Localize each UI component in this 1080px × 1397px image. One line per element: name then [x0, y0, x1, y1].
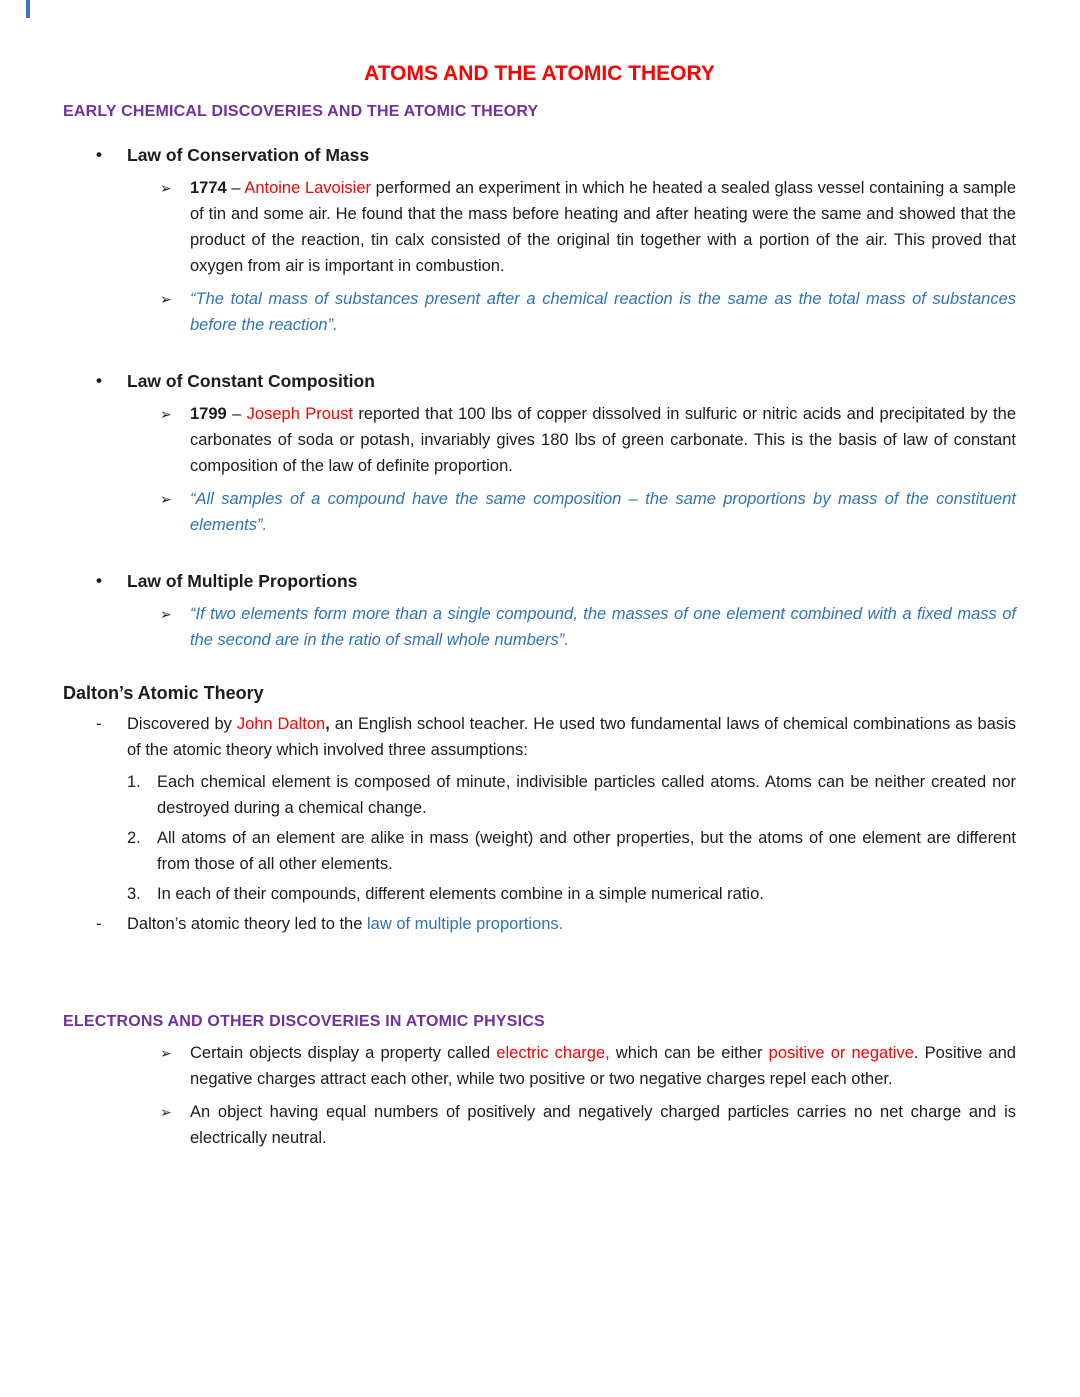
dalton-intro-row: [96, 711, 1016, 763]
list-number: 3.: [127, 885, 141, 903]
fact-text: performed an experiment in which he heated a sealed glass vessel containing a sample of tin and some air. He found that the mass before heating and after heating were the same and showed that the product of the reaction, tin calx consisted of the original tin together with a portion of the air. This proved that oxygen from air is important in combustion.: [190, 179, 1017, 275]
electrons-point-row: [160, 1099, 1016, 1151]
law-conservation-fact-row: [160, 175, 1016, 279]
law-constant-quote: “All samples of a compound have the same composition – the same proportions by mass of the constituent elements”.: [190, 490, 1016, 534]
law-conservation-fact-paragraph: [190, 175, 1016, 279]
section-heading-electrons: ELECTRONS AND OTHER DISCOVERIES IN ATOMIC PHYSICS: [63, 1013, 545, 1030]
intro-post: an English school teacher. He used two fundamental laws of chemical combinations as basis of the atomic theory which involved three assumptions:: [127, 715, 1016, 759]
law-constant-label-row: [96, 368, 1016, 394]
electrons-section: [63, 1013, 1016, 1151]
fact-text: reported that 100 lbs of copper dissolved in sulfuric or nitric acids and precipitated by the carbonates of soda or potash, invariably gives 180 lbs of green carbonate. This is the basis of law of constant composition of the law of definite proportion.: [190, 405, 1016, 475]
dash-bullet-icon: -: [96, 715, 102, 733]
law-multiple-proportions-block: [63, 568, 1016, 653]
law-constant-fact-paragraph: [190, 401, 1016, 479]
law-constant-quote-row: [160, 486, 1016, 538]
bullet-icon: •: [96, 371, 102, 390]
scientist-name: Antoine Lavoisier: [244, 179, 371, 197]
law-conservation-quote: “The total mass of substances present after a chemical reaction is the same as the total mass of substances before the reaction”.: [190, 290, 1016, 334]
arrow-bullet-icon: ➢: [160, 180, 172, 196]
list-number: 1.: [127, 773, 141, 791]
electric-charge-term: electric charge,: [496, 1044, 610, 1062]
bullet-icon: •: [96, 145, 102, 164]
arrow-bullet-icon: ➢: [160, 606, 172, 622]
arrow-bullet-icon: ➢: [160, 291, 172, 307]
document-title: ATOMS AND THE ATOMIC THEORY: [364, 62, 715, 85]
fact-dash: –: [226, 179, 245, 197]
law-constant-label: Law of Constant Composition: [127, 371, 375, 391]
section-heading-early-discoveries: EARLY CHEMICAL DISCOVERIES AND THE ATOMIC THEORY: [63, 103, 539, 120]
scientist-name: Joseph Proust: [246, 405, 353, 423]
dalton-assumption-row: [127, 881, 1016, 907]
dalton-conclusion-paragraph: [127, 911, 1016, 937]
fact-year: 1799: [190, 405, 227, 423]
dalton-assumption-row: [127, 825, 1016, 877]
arrow-bullet-icon: ➢: [160, 1104, 172, 1120]
dalton-assumption-row: [127, 769, 1016, 821]
electrons-point-1: [190, 1040, 1016, 1092]
fact-dash: –: [226, 405, 247, 423]
dalton-assumption-3: In each of their compounds, different elements combine in a simple numerical ratio.: [157, 885, 764, 903]
point-post: . Positive and negative charges attract each other, while two positive or two negative charges repel each other.: [190, 1044, 1016, 1088]
law-conservation-of-mass-block: [63, 142, 1016, 338]
law-conservation-label: Law of Conservation of Mass: [127, 145, 370, 165]
law-constant-fact-row: [160, 401, 1016, 479]
law-multiple-quote: “If two elements form more than a single compound, the masses of one element combined with a fixed mass of the second are in the ratio of small whole numbers”.: [190, 605, 1016, 649]
law-conservation-label-row: [96, 142, 1016, 168]
law-conservation-quote-row: [160, 286, 1016, 338]
point-pre: Certain objects display a property called: [190, 1044, 497, 1062]
page-edge-mark: [26, 0, 30, 18]
dash-bullet-icon: -: [96, 915, 102, 933]
conclusion-pre: Dalton’s atomic theory led to the: [127, 915, 367, 933]
positive-negative-term: positive or negative: [768, 1044, 914, 1062]
intro-pre: Discovered by: [127, 715, 237, 733]
scientist-name: John Dalton: [236, 715, 326, 733]
law-constant-composition-block: [63, 368, 1016, 538]
arrow-bullet-icon: ➢: [160, 491, 172, 507]
arrow-bullet-icon: ➢: [160, 406, 172, 422]
law-of-multiple-proportions-reference: law of multiple proportions.: [367, 915, 564, 933]
law-multiple-quote-row: [160, 601, 1016, 653]
bullet-icon: •: [96, 571, 102, 590]
point-mid: which can be either: [609, 1044, 769, 1062]
intro-comma: ,: [325, 715, 330, 733]
dalton-heading: Dalton’s Atomic Theory: [63, 683, 264, 703]
dalton-atomic-theory-section: [63, 683, 1016, 937]
fact-year: 1774: [190, 179, 227, 197]
dalton-assumption-2: All atoms of an element are alike in mass (weight) and other properties, but the atoms of one element are different from those of all other elements.: [157, 829, 1016, 873]
dalton-conclusion-row: [96, 911, 1016, 937]
law-multiple-label-row: [96, 568, 1016, 594]
electrons-point-row: [160, 1040, 1016, 1092]
dalton-assumption-1: Each chemical element is composed of minute, indivisible particles called atoms. Atoms can be neither created nor destroyed during a chemical change.: [157, 773, 1016, 817]
law-multiple-label: Law of Multiple Proportions: [127, 571, 358, 591]
dalton-intro-paragraph: [127, 711, 1016, 763]
electrons-point-2: An object having equal numbers of positively and negatively charged particles carries no net charge and is electrically neutral.: [190, 1103, 1016, 1147]
list-number: 2.: [127, 829, 141, 847]
arrow-bullet-icon: ➢: [160, 1045, 172, 1061]
